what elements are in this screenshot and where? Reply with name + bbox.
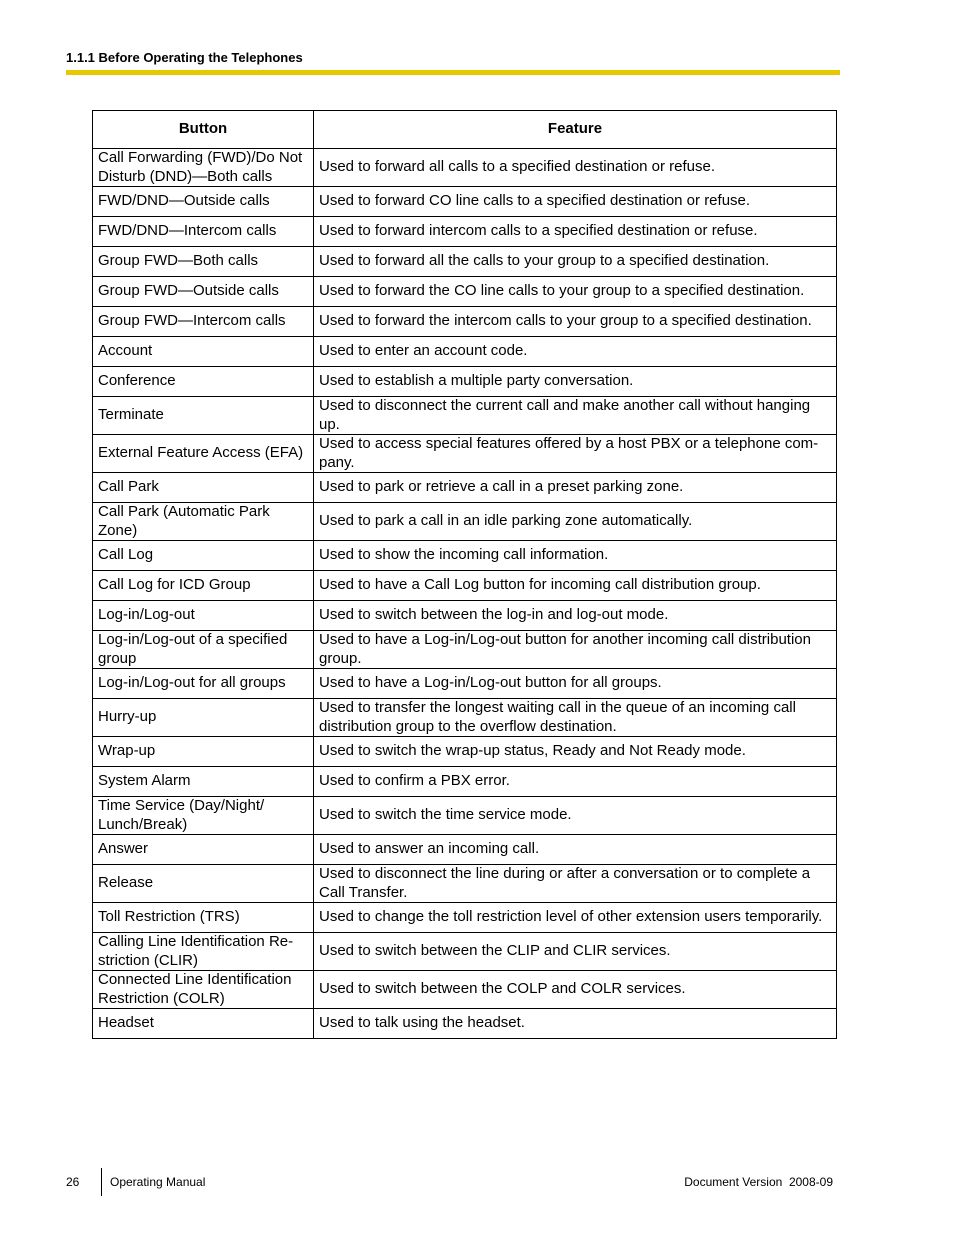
- page-number: 26: [66, 1175, 80, 1189]
- table-row: [93, 247, 837, 277]
- feature-description-cell: Used to enter an account code.: [314, 337, 837, 367]
- table-row: [93, 933, 837, 971]
- feature-description-cell: Used to establish a multiple party conversation.: [314, 367, 837, 397]
- button-name-cell: Release: [93, 865, 314, 903]
- table-row: [93, 737, 837, 767]
- table-row: [93, 971, 837, 1009]
- button-name-cell: Calling Line Identification Re-striction (CLIR): [93, 933, 314, 971]
- table-row: [93, 541, 837, 571]
- manual-title: Operating Manual: [110, 1175, 206, 1189]
- table-body: [93, 149, 837, 1039]
- button-name-cell: Log-in/Log-out for all groups: [93, 669, 314, 699]
- button-name-cell: Terminate: [93, 397, 314, 435]
- table-row: [93, 699, 837, 737]
- table-row: [93, 277, 837, 307]
- button-name-cell: FWD/DND—Intercom calls: [93, 217, 314, 247]
- feature-description-cell: Used to switch between the CLIP and CLIR services.: [314, 933, 837, 971]
- table-row: [93, 571, 837, 601]
- button-name-cell: Answer: [93, 835, 314, 865]
- button-name-cell: Group FWD—Both calls: [93, 247, 314, 277]
- button-name-cell: Wrap-up: [93, 737, 314, 767]
- footer-divider: [101, 1168, 102, 1196]
- table-row: [93, 337, 837, 367]
- table-row: [93, 307, 837, 337]
- feature-description-cell: Used to switch the wrap-up status, Ready and Not Ready mode.: [314, 737, 837, 767]
- feature-description-cell: Used to disconnect the line during or after a conversation or to complete a Call Transfer.: [314, 865, 837, 903]
- button-name-cell: Hurry-up: [93, 699, 314, 737]
- button-name-cell: Call Log for ICD Group: [93, 571, 314, 601]
- button-name-cell: Group FWD—Intercom calls: [93, 307, 314, 337]
- feature-description-cell: Used to show the incoming call information.: [314, 541, 837, 571]
- feature-description-cell: Used to disconnect the current call and make another call without hanging up.: [314, 397, 837, 435]
- button-name-cell: Call Log: [93, 541, 314, 571]
- feature-description-cell: Used to answer an incoming call.: [314, 835, 837, 865]
- table-row: [93, 865, 837, 903]
- feature-description-cell: Used to transfer the longest waiting call in the queue of an incoming call distribution group to the overflow destination.: [314, 699, 837, 737]
- feature-description-cell: Used to confirm a PBX error.: [314, 767, 837, 797]
- column-header-feature: Feature: [314, 111, 837, 149]
- feature-description-cell: Used to forward the intercom calls to your group to a specified destination.: [314, 307, 837, 337]
- table-header-row: [93, 111, 837, 149]
- section-title: 1.1.1 Before Operating the Telephones: [66, 50, 303, 65]
- feature-description-cell: Used to talk using the headset.: [314, 1009, 837, 1039]
- table-row: [93, 669, 837, 699]
- table-row: [93, 217, 837, 247]
- button-name-cell: Call Forwarding (FWD)/Do Not Disturb (DND)—Both calls: [93, 149, 314, 187]
- table-row: [93, 835, 837, 865]
- table-row: [93, 1009, 837, 1039]
- table-row: [93, 397, 837, 435]
- button-name-cell: Account: [93, 337, 314, 367]
- button-name-cell: Toll Restriction (TRS): [93, 903, 314, 933]
- table-row: [93, 767, 837, 797]
- feature-description-cell: Used to switch the time service mode.: [314, 797, 837, 835]
- feature-description-cell: Used to forward all calls to a specified destination or refuse.: [314, 149, 837, 187]
- button-name-cell: Group FWD—Outside calls: [93, 277, 314, 307]
- table-row: [93, 473, 837, 503]
- button-name-cell: System Alarm: [93, 767, 314, 797]
- table-row: [93, 367, 837, 397]
- button-name-cell: Headset: [93, 1009, 314, 1039]
- button-name-cell: Log-in/Log-out of a specified group: [93, 631, 314, 669]
- button-name-cell: FWD/DND—Outside calls: [93, 187, 314, 217]
- button-name-cell: Call Park (Automatic Park Zone): [93, 503, 314, 541]
- feature-description-cell: Used to have a Log-in/Log-out button for another incoming call distribution group.: [314, 631, 837, 669]
- header-rule: [66, 70, 840, 75]
- feature-description-cell: Used to have a Call Log button for incoming call distribution group.: [314, 571, 837, 601]
- feature-description-cell: Used to forward the CO line calls to your group to a specified destination.: [314, 277, 837, 307]
- button-feature-table: [92, 110, 837, 1039]
- table-row: [93, 149, 837, 187]
- button-name-cell: External Feature Access (EFA): [93, 435, 314, 473]
- document-version: Document Version 2008-09: [684, 1175, 833, 1189]
- table-row: [93, 503, 837, 541]
- feature-description-cell: Used to park or retrieve a call in a preset parking zone.: [314, 473, 837, 503]
- table-row: [93, 601, 837, 631]
- button-name-cell: Log-in/Log-out: [93, 601, 314, 631]
- feature-description-cell: Used to park a call in an idle parking zone automatically.: [314, 503, 837, 541]
- table-row: [93, 435, 837, 473]
- feature-description-cell: Used to switch between the log-in and log-out mode.: [314, 601, 837, 631]
- table-row: [93, 797, 837, 835]
- table-row: [93, 631, 837, 669]
- table-row: [93, 903, 837, 933]
- feature-description-cell: Used to forward CO line calls to a specified destination or refuse.: [314, 187, 837, 217]
- table-row: [93, 187, 837, 217]
- feature-description-cell: Used to forward intercom calls to a specified destination or refuse.: [314, 217, 837, 247]
- button-name-cell: Call Park: [93, 473, 314, 503]
- button-name-cell: Conference: [93, 367, 314, 397]
- button-name-cell: Connected Line Identification Restriction (COLR): [93, 971, 314, 1009]
- feature-description-cell: Used to change the toll restriction level of other extension users temporarily.: [314, 903, 837, 933]
- feature-description-cell: Used to forward all the calls to your group to a specified destination.: [314, 247, 837, 277]
- feature-description-cell: Used to switch between the COLP and COLR services.: [314, 971, 837, 1009]
- column-header-button: Button: [93, 111, 314, 149]
- feature-description-cell: Used to access special features offered by a host PBX or a telephone com-pany.: [314, 435, 837, 473]
- feature-description-cell: Used to have a Log-in/Log-out button for all groups.: [314, 669, 837, 699]
- button-name-cell: Time Service (Day/Night/ Lunch/Break): [93, 797, 314, 835]
